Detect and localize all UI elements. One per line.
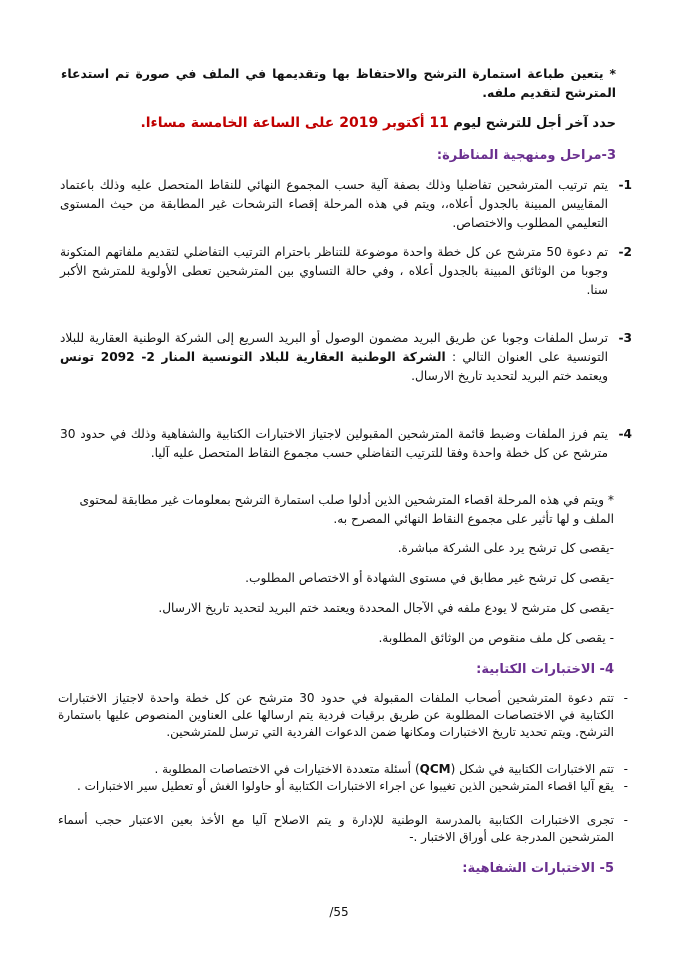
section4-item-1	[58, 690, 628, 741]
dash-marker: -	[623, 762, 628, 776]
item-text	[60, 329, 630, 386]
intro-note: * يتعين طباعة استمارة الترشح والاحتفاظ بها وتقديمها في الملف في صورة تم استدعاء المترشح لتقديم ملفه.	[61, 66, 616, 100]
section3-title: 3-مراحل ومنهجية المناظرة:	[436, 148, 616, 163]
exclusion-item-3: -يقصى كل مترشح لا يودع ملفه في الآجال المحددة ويعتمد ختم البريد لتحديد تاريخ الارسال.	[158, 601, 614, 615]
exclusion-item-1: -يقصى كل ترشح يرد على الشركة مباشرة.	[397, 541, 614, 555]
dash-marker: -	[623, 691, 628, 705]
section3-item-1	[60, 176, 630, 233]
item-text: تتم دعوة المترشحين أصحاب الملفات المقبولة في حدود 30 مترشح عن كل خطة واحدة لاجتياز الاختبارات الكتابية في الاختصاصات المطلوبة عن طريق برقيات فردية يتم ارسالها على العناوين المنصوص عليها باستمارة الترشح. ويتم تحديد تاريخ الاختبارات ومكانها ضمن الدعوات الفردية التي ترسل للمترشحين.	[58, 691, 614, 739]
item-text: يقع آليا اقصاء المترشحين الذين تغيبوا عن اجراء الاختبارات الكتابية أو حاولوا الغش أو تعطيل سير الاختبارات .	[76, 779, 614, 793]
deadline-prefix: حدد آخر أجل للترشح ليوم	[453, 116, 616, 131]
item-text: يتم فرز الملفات وضبط قائمة المترشحين المقبولين لاجتياز الاختبارات الكتابية والشفاهية وذلك في حدود 30 مترشح عن كل خطة واحدة وفقا للترتيب التفاضلي حسب مجموع النقاط المتحصل عليه آليا.	[60, 427, 608, 460]
deadline-date: 11 أكتوبر 2019 على الساعة الخامسة مساءا.	[140, 115, 449, 131]
section4-item-4	[58, 812, 628, 846]
qcm-label: QCM	[419, 762, 451, 776]
qcm-rest: أسئلة متعددة الاختيارات في الاختصاصات المطلوبة .	[154, 762, 412, 776]
page-number: /55	[329, 905, 349, 919]
dash-marker: -	[623, 779, 628, 793]
section4-title	[69, 660, 614, 679]
section4-item-2	[58, 761, 628, 778]
exclusion-item-4: - يقصى كل ملف منقوص من الوثائق المطلوبة.	[378, 631, 614, 645]
section3-item-4	[60, 425, 630, 463]
section3-item-2	[60, 243, 630, 300]
item-number: 3-	[618, 331, 632, 345]
dash-marker: -	[623, 813, 628, 827]
item-text: تتم الاختبارات الكتابية في شكل (QCM) أسئلة متعددة الاختيارات في الاختصاصات المطلوبة .	[154, 762, 614, 776]
item-number: 2-	[618, 245, 632, 259]
item-text: يتم ترتيب المترشحين تفاضليا وذلك بصفة آلية حسب المجموع النهائي للنقاط المتحصل عليه وذلك باعتماد المقاييس المبينة بالجدول أعلاه،، ويتم في هذه المرحلة إقصاء الترشحات غير المطابقة من حيث المستوى التعليمي المطلوب والاختصاص.	[60, 178, 608, 230]
item-text-c: ويعتمد ختم البريد لتحديد تاريخ الارسال.	[411, 369, 608, 383]
section4-item-3	[58, 778, 628, 795]
exclusion-note: * ويتم في هذه المرحلة اقصاء المترشحين الذين أدلوا صلب استمارة الترشح بمعلومات غير مطابقة لمحتوى الملف و لها تأثير على مجموع النقاط النهائي المصرح به.	[79, 493, 614, 526]
deadline-line	[61, 114, 616, 133]
item-number: 1-	[618, 178, 632, 192]
item-number: 4-	[618, 427, 632, 441]
section4-title-text: 4- الاختبارات الكتابية:	[476, 662, 614, 677]
item-text-a: ترسل الملفات وجوبا عن طريق البريد مضمون الوصول أو البريد السريع إلى الشركة الوطنية العقارية للبلاد التونسية على العنوان التالي :	[60, 331, 609, 364]
item-text: تجرى الاختبارات الكتابية بالمدرسة الوطنية للإدارة و يتم الاصلاح آليا مع الأخذ بعين الاعتبار حجب أسماء المترشحين المدرجة على أوراق الاختبار .-	[58, 813, 614, 844]
exclusion-item-2: -يقصى كل ترشح غير مطابق في مستوى الشهادة أو الاختصاص المطلوب.	[245, 571, 614, 585]
qcm-prefix: تتم الاختبارات الكتابية في شكل	[459, 762, 614, 776]
item-text: تم دعوة 50 مترشح عن كل خطة واحدة موضوعة للتناظر باحترام الترتيب التفاضلي لتقديم ملفاتهم المتكونة وجوبا من الوثائق المبينة بالجدول أعلاه ، وفي حالة التساوي بين المترشحين تعطى الأولوية للمترشح الأكبر سنا.	[60, 245, 608, 297]
section3-item-3	[60, 329, 630, 386]
section5-title: 5- الاختبارات الشفاهية:	[462, 861, 614, 876]
company-address: الشركة الوطنية العقارية للبلاد التونسية المنار 2- 2092 تونس	[60, 350, 446, 364]
